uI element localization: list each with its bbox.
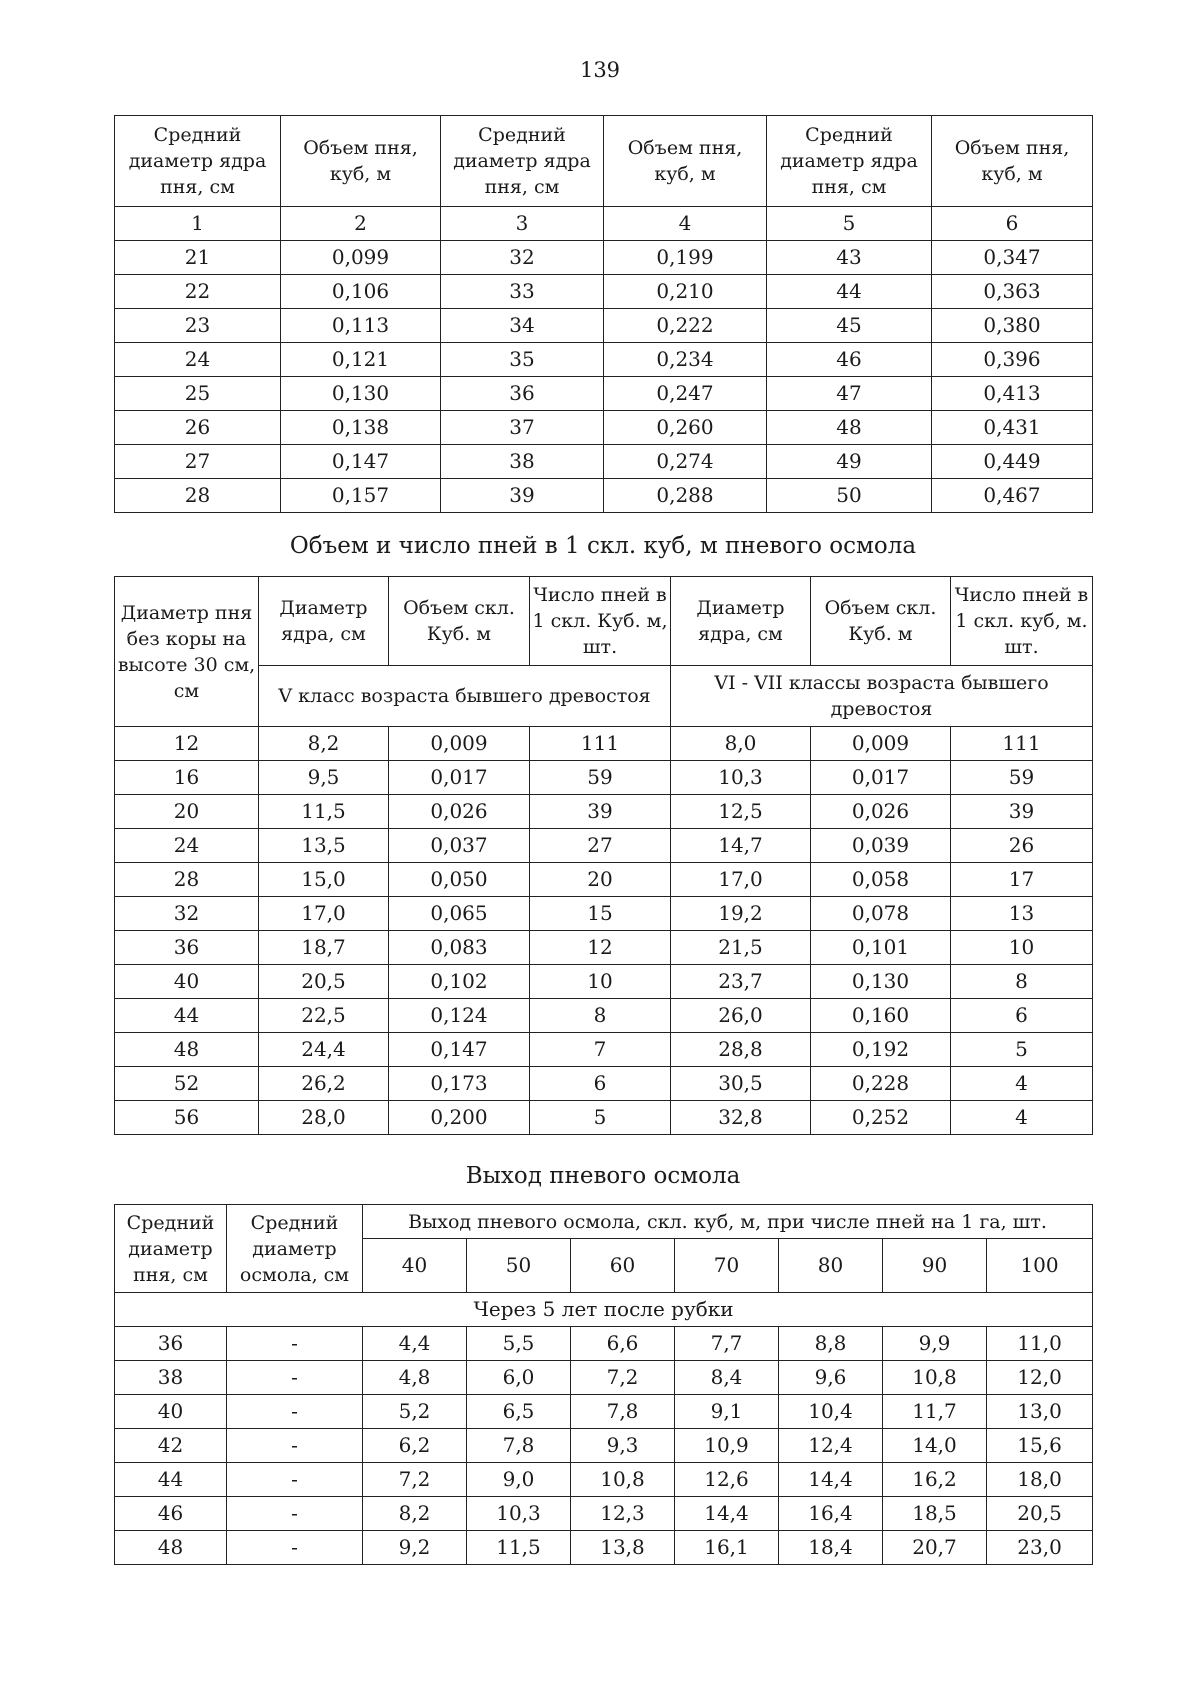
table-header-row <box>115 577 1093 666</box>
table-cell: 7,2 <box>571 1361 675 1395</box>
table-cell: 13 <box>951 897 1093 931</box>
table-row <box>115 445 1093 479</box>
table-cell: 27 <box>115 445 281 479</box>
table-cell: 8,0 <box>671 727 811 761</box>
column-number: 5 <box>767 207 932 241</box>
column-number: 4 <box>604 207 767 241</box>
table-cell: 6,2 <box>363 1429 467 1463</box>
table-cell: 0,363 <box>932 275 1093 309</box>
table-cell: 15,6 <box>987 1429 1093 1463</box>
header-cell: Число пней в 1 скл. куб, м. шт. <box>951 577 1093 666</box>
table-cell: 17 <box>951 863 1093 897</box>
header-cell: 40 <box>363 1239 467 1293</box>
table-body <box>115 241 1093 513</box>
table-cell: 8,2 <box>363 1497 467 1531</box>
table-row <box>115 1361 1093 1395</box>
table-row <box>115 931 1093 965</box>
table-cell: 11,5 <box>259 795 389 829</box>
table-cell: 0,160 <box>811 999 951 1033</box>
table-cell: 16,4 <box>779 1497 883 1531</box>
table-cell: 23,7 <box>671 965 811 999</box>
table-cell: 18,4 <box>779 1531 883 1565</box>
table-cell: 36 <box>441 377 604 411</box>
table-cell: 0,130 <box>811 965 951 999</box>
table-cell: 26 <box>951 829 1093 863</box>
table-cell: 0,173 <box>389 1067 530 1101</box>
table-cell: 22,5 <box>259 999 389 1033</box>
resin-yield-table <box>114 1204 1093 1565</box>
table-cell: 43 <box>767 241 932 275</box>
table-cell: 0,121 <box>281 343 441 377</box>
header-cell: Средний диаметр ядра пня, см <box>115 116 281 207</box>
table-cell: 0,099 <box>281 241 441 275</box>
table-cell: 20,5 <box>259 965 389 999</box>
table-caption: Объем и число пней в 1 скл. куб, м пневого осмола <box>289 533 917 559</box>
table-cell: 0,413 <box>932 377 1093 411</box>
table-cell: 38 <box>115 1361 227 1395</box>
table-cell: 111 <box>530 727 671 761</box>
table-cell: 28,8 <box>671 1033 811 1067</box>
table-cell: 0,210 <box>604 275 767 309</box>
table-cell: 6,0 <box>467 1361 571 1395</box>
table-cell: 17,0 <box>259 897 389 931</box>
table-cell: 9,2 <box>363 1531 467 1565</box>
header-cell: 100 <box>987 1239 1093 1293</box>
table-cell: 20,5 <box>987 1497 1093 1531</box>
section-label: Через 5 лет после рубки <box>115 1293 1093 1327</box>
column-number-row <box>115 207 1093 241</box>
table-cell: 36 <box>115 931 259 965</box>
table-cell: 9,6 <box>779 1361 883 1395</box>
table-cell: 0,026 <box>389 795 530 829</box>
table-cell: 14,0 <box>883 1429 987 1463</box>
table-cell: 14,4 <box>675 1497 779 1531</box>
table-cell: 14,7 <box>671 829 811 863</box>
table-cell: 27 <box>530 829 671 863</box>
table-row <box>115 241 1093 275</box>
stump-count-table <box>114 576 1093 1135</box>
table-row <box>115 1429 1093 1463</box>
table-cell: 59 <box>951 761 1093 795</box>
table-cell: 6,6 <box>571 1327 675 1361</box>
table-cell: 7,7 <box>675 1327 779 1361</box>
table-cell: 0,192 <box>811 1033 951 1067</box>
table-cell: 20,7 <box>883 1531 987 1565</box>
table-cell: 10,9 <box>675 1429 779 1463</box>
table-row <box>115 897 1093 931</box>
table-cell: 12,6 <box>675 1463 779 1497</box>
table-cell: 0,199 <box>604 241 767 275</box>
table-cell: 111 <box>951 727 1093 761</box>
table-cell: 35 <box>441 343 604 377</box>
column-number: 3 <box>441 207 604 241</box>
table-cell: 0,200 <box>389 1101 530 1135</box>
table-cell: 5,5 <box>467 1327 571 1361</box>
header-cell: Число пней в 1 скл. Куб. м, шт. <box>530 577 671 666</box>
table-row <box>115 309 1093 343</box>
table-cell: 0,274 <box>604 445 767 479</box>
table-cell: 39 <box>530 795 671 829</box>
table-header-row <box>115 116 1093 207</box>
table-cell: 24 <box>115 343 281 377</box>
table-cell: 5,2 <box>363 1395 467 1429</box>
table-cell: 20 <box>530 863 671 897</box>
table-cell: 36 <box>115 1327 227 1361</box>
table-cell: 12 <box>115 727 259 761</box>
table-cell: 23,0 <box>987 1531 1093 1565</box>
table-cell: 12,5 <box>671 795 811 829</box>
table-cell: 0,157 <box>281 479 441 513</box>
table-cell: 4,8 <box>363 1361 467 1395</box>
group-header: VI - VII классы возраста бывшего древостоя <box>671 666 1093 727</box>
table-cell: - <box>227 1327 363 1361</box>
table-cell: 0,037 <box>389 829 530 863</box>
table-cell: 44 <box>767 275 932 309</box>
table-cell: 0,009 <box>389 727 530 761</box>
table-cell: - <box>227 1531 363 1565</box>
table-cell: 0,113 <box>281 309 441 343</box>
table-cell: 0,106 <box>281 275 441 309</box>
table-cell: 0,147 <box>389 1033 530 1067</box>
table-cell: 40 <box>115 965 259 999</box>
table-cell: 46 <box>115 1497 227 1531</box>
table-cell: 0,234 <box>604 343 767 377</box>
table-cell: 13,5 <box>259 829 389 863</box>
table-cell: 10,3 <box>467 1497 571 1531</box>
table-cell: 28 <box>115 479 281 513</box>
table-cell: 18,7 <box>259 931 389 965</box>
table-cell: - <box>227 1429 363 1463</box>
table-body <box>115 1327 1093 1565</box>
table-cell: 0,026 <box>811 795 951 829</box>
table-cell: 38 <box>441 445 604 479</box>
table-cell: 5 <box>951 1033 1093 1067</box>
table-cell: 7 <box>530 1033 671 1067</box>
table-cell: 44 <box>115 999 259 1033</box>
table-row <box>115 377 1093 411</box>
table-row <box>115 795 1093 829</box>
table-cell: 16,2 <box>883 1463 987 1497</box>
table-cell: 37 <box>441 411 604 445</box>
table-cell: 17,0 <box>671 863 811 897</box>
table-cell: 33 <box>441 275 604 309</box>
table-cell: 25 <box>115 377 281 411</box>
table-cell: 7,8 <box>571 1395 675 1429</box>
table-cell: 32 <box>441 241 604 275</box>
table-row <box>115 1101 1093 1135</box>
table-cell: 0,288 <box>604 479 767 513</box>
table-cell: - <box>227 1395 363 1429</box>
table-cell: 0,347 <box>932 241 1093 275</box>
header-cell: Объем пня, куб, м <box>932 116 1093 207</box>
table-row <box>115 1463 1093 1497</box>
table-cell: 45 <box>767 309 932 343</box>
table-cell: 40 <box>115 1395 227 1429</box>
table-cell: 39 <box>441 479 604 513</box>
table-cell: 12 <box>530 931 671 965</box>
table-cell: 24,4 <box>259 1033 389 1067</box>
table-row <box>115 1327 1093 1361</box>
table-cell: 10,8 <box>571 1463 675 1497</box>
table-cell: 34 <box>441 309 604 343</box>
table-cell: 52 <box>115 1067 259 1101</box>
table-cell: 18,5 <box>883 1497 987 1531</box>
table-cell: 11,7 <box>883 1395 987 1429</box>
table-row <box>115 1033 1093 1067</box>
table-cell: 11,0 <box>987 1327 1093 1361</box>
table-cell: 0,252 <box>811 1101 951 1135</box>
table-cell: 6,5 <box>467 1395 571 1429</box>
table-cell: 16 <box>115 761 259 795</box>
header-cell: Диаметр ядра, см <box>259 577 389 666</box>
table-cell: 9,0 <box>467 1463 571 1497</box>
table-cell: 0,467 <box>932 479 1093 513</box>
table-cell: 50 <box>767 479 932 513</box>
group-header: Выход пневого осмола, скл. куб, м, при числе пней на 1 га, шт. <box>363 1205 1093 1239</box>
table-cell: 24 <box>115 829 259 863</box>
table-cell: 19,2 <box>671 897 811 931</box>
table-cell: 0,228 <box>811 1067 951 1101</box>
table-cell: 4 <box>951 1067 1093 1101</box>
table-cell: 14,4 <box>779 1463 883 1497</box>
table-cell: 32 <box>115 897 259 931</box>
table-cell: 48 <box>115 1531 227 1565</box>
table-cell: 0,260 <box>604 411 767 445</box>
table-cell: 26 <box>115 411 281 445</box>
table-row <box>115 1067 1093 1101</box>
header-cell: Средний диаметр ядра пня, см <box>441 116 604 207</box>
table-body <box>115 727 1093 1135</box>
table-cell: 42 <box>115 1429 227 1463</box>
table-cell: 15,0 <box>259 863 389 897</box>
table-cell: 11,5 <box>467 1531 571 1565</box>
table-cell: 12,4 <box>779 1429 883 1463</box>
table-cell: 47 <box>767 377 932 411</box>
table-cell: 0,083 <box>389 931 530 965</box>
table-header-row <box>115 666 1093 727</box>
header-cell: Объем пня, куб, м <box>604 116 767 207</box>
table-cell: 0,017 <box>811 761 951 795</box>
header-cell: Объем скл. Куб. м <box>389 577 530 666</box>
table-cell: - <box>227 1361 363 1395</box>
table-cell: 10 <box>530 965 671 999</box>
table-cell: 39 <box>951 795 1093 829</box>
table-cell: 10,8 <box>883 1361 987 1395</box>
table-cell: 0,009 <box>811 727 951 761</box>
table-cell: 49 <box>767 445 932 479</box>
table-cell: 0,124 <box>389 999 530 1033</box>
table-row <box>115 829 1093 863</box>
table-cell: 0,449 <box>932 445 1093 479</box>
header-cell: Диаметр пня без коры на высоте 30 см, см <box>115 577 259 727</box>
table-cell: 0,017 <box>389 761 530 795</box>
table-cell: 26,2 <box>259 1067 389 1101</box>
table-cell: 5 <box>530 1101 671 1135</box>
table-cell: 8 <box>530 999 671 1033</box>
table-cell: 0,380 <box>932 309 1093 343</box>
table-cell: 0,247 <box>604 377 767 411</box>
stump-volume-table <box>114 115 1093 513</box>
table-cell: 0,222 <box>604 309 767 343</box>
table-cell: 13,0 <box>987 1395 1093 1429</box>
table-cell: 9,9 <box>883 1327 987 1361</box>
header-cell: 70 <box>675 1239 779 1293</box>
table-cell: 23 <box>115 309 281 343</box>
table-cell: 7,2 <box>363 1463 467 1497</box>
column-number: 6 <box>932 207 1093 241</box>
table-cell: 0,147 <box>281 445 441 479</box>
table-cell: 8,4 <box>675 1361 779 1395</box>
table-row <box>115 479 1093 513</box>
table-cell: 30,5 <box>671 1067 811 1101</box>
table-cell: 0,065 <box>389 897 530 931</box>
header-cell: Средний диаметр осмола, см <box>227 1205 363 1293</box>
table-cell: 15 <box>530 897 671 931</box>
table-cell: 12,3 <box>571 1497 675 1531</box>
table-cell: 10 <box>951 931 1093 965</box>
header-cell: 50 <box>467 1239 571 1293</box>
table-cell: 18,0 <box>987 1463 1093 1497</box>
table-cell: 26,0 <box>671 999 811 1033</box>
table-row <box>115 863 1093 897</box>
table-cell: 4 <box>951 1101 1093 1135</box>
table-row <box>115 343 1093 377</box>
table-cell: 9,5 <box>259 761 389 795</box>
header-cell: 60 <box>571 1239 675 1293</box>
table-cell: 9,3 <box>571 1429 675 1463</box>
table-row <box>115 275 1093 309</box>
table-cell: - <box>227 1497 363 1531</box>
table-row <box>115 1531 1093 1565</box>
table-cell: 9,1 <box>675 1395 779 1429</box>
table-row <box>115 1497 1093 1531</box>
table-row <box>115 761 1093 795</box>
table-cell: 28,0 <box>259 1101 389 1135</box>
table-cell: 21,5 <box>671 931 811 965</box>
table-cell: - <box>227 1463 363 1497</box>
table-cell: 0,396 <box>932 343 1093 377</box>
table-row <box>115 999 1093 1033</box>
section-row <box>115 1293 1093 1327</box>
table-cell: 0,431 <box>932 411 1093 445</box>
table-cell: 0,078 <box>811 897 951 931</box>
table-cell: 8,8 <box>779 1327 883 1361</box>
header-cell: 90 <box>883 1239 987 1293</box>
table-cell: 10,4 <box>779 1395 883 1429</box>
table-cell: 46 <box>767 343 932 377</box>
table-cell: 48 <box>767 411 932 445</box>
table-cell: 0,050 <box>389 863 530 897</box>
table-cell: 8,2 <box>259 727 389 761</box>
table-cell: 0,138 <box>281 411 441 445</box>
table-cell: 21 <box>115 241 281 275</box>
header-cell: Средний диаметр ядра пня, см <box>767 116 932 207</box>
column-number: 1 <box>115 207 281 241</box>
table-cell: 12,0 <box>987 1361 1093 1395</box>
header-cell: Объем скл. Куб. м <box>811 577 951 666</box>
table-cell: 8 <box>951 965 1093 999</box>
table-cell: 0,102 <box>389 965 530 999</box>
group-header: V класс возраста бывшего древостоя <box>259 666 671 727</box>
table-cell: 28 <box>115 863 259 897</box>
table-cell: 22 <box>115 275 281 309</box>
table-cell: 6 <box>530 1067 671 1101</box>
table-cell: 56 <box>115 1101 259 1135</box>
header-cell: Объем пня, куб, м <box>281 116 441 207</box>
table-cell: 32,8 <box>671 1101 811 1135</box>
table-cell: 0,058 <box>811 863 951 897</box>
table-cell: 10,3 <box>671 761 811 795</box>
table-cell: 13,8 <box>571 1531 675 1565</box>
table-cell: 0,101 <box>811 931 951 965</box>
table-row <box>115 727 1093 761</box>
table-cell: 20 <box>115 795 259 829</box>
table-cell: 7,8 <box>467 1429 571 1463</box>
header-cell: Средний диаметр пня, см <box>115 1205 227 1293</box>
table-row <box>115 1395 1093 1429</box>
table-cell: 59 <box>530 761 671 795</box>
table-cell: 4,4 <box>363 1327 467 1361</box>
table-header-row <box>115 1205 1093 1239</box>
page-number: 139 <box>579 58 621 82</box>
column-number: 2 <box>281 207 441 241</box>
table-cell: 16,1 <box>675 1531 779 1565</box>
table-row <box>115 411 1093 445</box>
table-cell: 48 <box>115 1033 259 1067</box>
table-cell: 0,039 <box>811 829 951 863</box>
header-cell: Диаметр ядра, см <box>671 577 811 666</box>
table-cell: 0,130 <box>281 377 441 411</box>
table-cell: 6 <box>951 999 1093 1033</box>
table-row <box>115 965 1093 999</box>
header-cell: 80 <box>779 1239 883 1293</box>
table-caption: Выход пневого осмола <box>465 1163 741 1189</box>
table-cell: 44 <box>115 1463 227 1497</box>
